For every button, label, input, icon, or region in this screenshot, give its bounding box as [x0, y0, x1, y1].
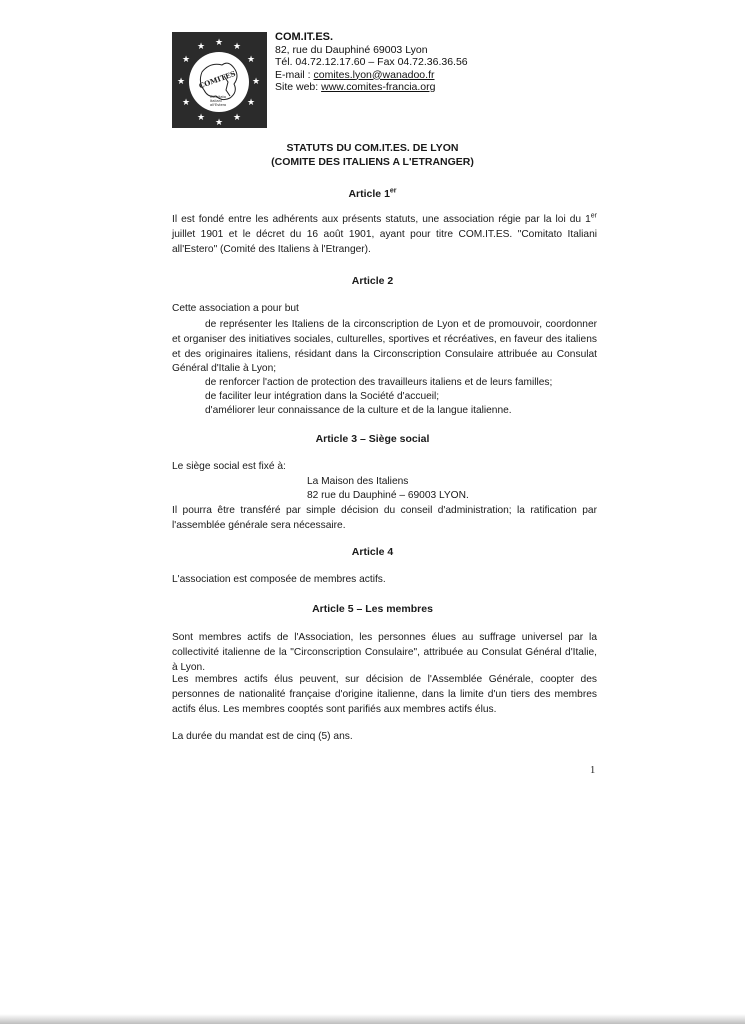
article-4-text: L'association est composée de membres actifs. — [172, 574, 386, 585]
svg-text:★: ★ — [196, 42, 206, 52]
svg-text:★: ★ — [196, 113, 206, 123]
article-5-paragraph-2: Les membres actifs élus peuvent, sur décision de l'Assemblée Générale, coopter des personnes de nationalité française d'origine italienne, dans la limite d'un tiers des membres actifs élus. Les membres cooptés sont parifiés aux membres actifs élus. — [172, 674, 597, 715]
article-5-paragraph-1: Sont membres actifs de l'Association, les personnes élues au suffrage universel par la collectivité italienne de la "Circonscription Consulaire", attribuée au Consulat Général d'Italie, à Lyon. — [172, 632, 597, 673]
article-2-item-2: de renforcer l'action de protection des travailleurs italiens et de leurs familles; — [205, 377, 553, 388]
article-3-heading: Article 3 – Siège social — [315, 433, 430, 445]
article-1-text — [172, 213, 597, 257]
article-5-heading: Article 5 – Les membres — [312, 603, 433, 615]
scan-edge-shadow — [0, 1014, 745, 1024]
article-1-heading — [0, 188, 745, 200]
email-label: E-mail : — [275, 68, 314, 81]
article-1-text-a: Il est fondé entre les adhérents aux présents statuts, une association régie par la loi du 1 — [172, 214, 591, 225]
svg-text:★: ★ — [232, 42, 242, 52]
svg-text:all'Estero: all'Estero — [210, 103, 227, 107]
title-line-2: (COMITE DES ITALIENS A L'ETRANGER) — [271, 156, 474, 168]
org-web-row — [275, 81, 535, 94]
svg-text:Italiani: Italiani — [210, 99, 222, 103]
comites-europe-stars-logo-icon — [172, 32, 267, 128]
article-4-heading: Article 4 — [351, 546, 394, 558]
article-3-text: Il pourra être transféré par simple décision du conseil d'administration; la ratification par l'assemblée générale sera nécessaire. — [172, 505, 597, 531]
article-2-item-4: d'améliorer leur connaissance de la culture et de la langue italienne. — [205, 405, 512, 416]
svg-text:COMITES: COMITES — [197, 68, 237, 91]
web-label: Site web: — [275, 81, 322, 93]
letterhead — [275, 31, 535, 94]
web-link[interactable]: www.comites-francia.org — [321, 81, 436, 93]
title-line-1: STATUTS DU COM.IT.ES. DE LYON — [286, 142, 459, 154]
svg-text:Comitato: Comitato — [210, 95, 226, 99]
article-2-item-3: de faciliter leur intégration dans la Société d'accueil; — [205, 391, 440, 402]
org-address: 82, rue du Dauphiné 69003 Lyon — [275, 43, 428, 56]
svg-text:★: ★ — [246, 98, 256, 108]
page-number: 1 — [590, 765, 596, 776]
article-1-text-sup: er — [590, 212, 597, 220]
article-1-heading-text: Article 1 — [348, 188, 390, 200]
article-2-heading: Article 2 — [351, 275, 394, 287]
org-name: COM.IT.ES. — [275, 31, 334, 43]
svg-text:★: ★ — [214, 118, 224, 128]
article-3-address-line-1: La Maison des Italiens — [307, 476, 409, 487]
comites-logo — [172, 32, 267, 128]
article-1-text-b: juillet 1901 et le décret du 16 août 1901, ayant pour titre COM.IT.ES. "Comitato Italiani all'Estero" (Comité des Italiens à l'Etranger). — [172, 228, 597, 255]
article-1-heading-sup: er — [389, 187, 397, 195]
article-2-item-1: de représenter les Italiens de la circonscription de Lyon et de promouvoir, coordonner et organiser des initiatives sociales, culturelles, sportives et récréatives, en faveur des italiens et des originaires italiens, résidant dans la Circonscription Consulaire attribuée au Consulat Général d'Italie à Lyon; — [172, 319, 597, 375]
org-email-row — [275, 69, 535, 82]
article-3-intro: Le siège social est fixé à: — [172, 461, 286, 472]
article-2-intro: Cette association a pour but — [172, 303, 299, 314]
svg-text:★: ★ — [251, 77, 261, 87]
svg-text:★: ★ — [181, 98, 191, 108]
article-5-paragraph-3: La durée du mandat est de cinq (5) ans. — [172, 731, 353, 742]
email-link[interactable]: comites.lyon@wanadoo.fr — [313, 68, 435, 81]
document-title — [0, 141, 745, 169]
svg-text:★: ★ — [214, 38, 224, 48]
svg-text:★: ★ — [246, 55, 256, 65]
article-3-address-line-2: 82 rue du Dauphiné – 69003 LYON. — [307, 490, 469, 501]
org-phone: Tél. 04.72.12.17.60 – Fax 04.72.36.36.56 — [275, 56, 468, 68]
svg-text:★: ★ — [181, 55, 191, 65]
svg-text:★: ★ — [176, 77, 186, 87]
svg-text:★: ★ — [232, 113, 242, 123]
